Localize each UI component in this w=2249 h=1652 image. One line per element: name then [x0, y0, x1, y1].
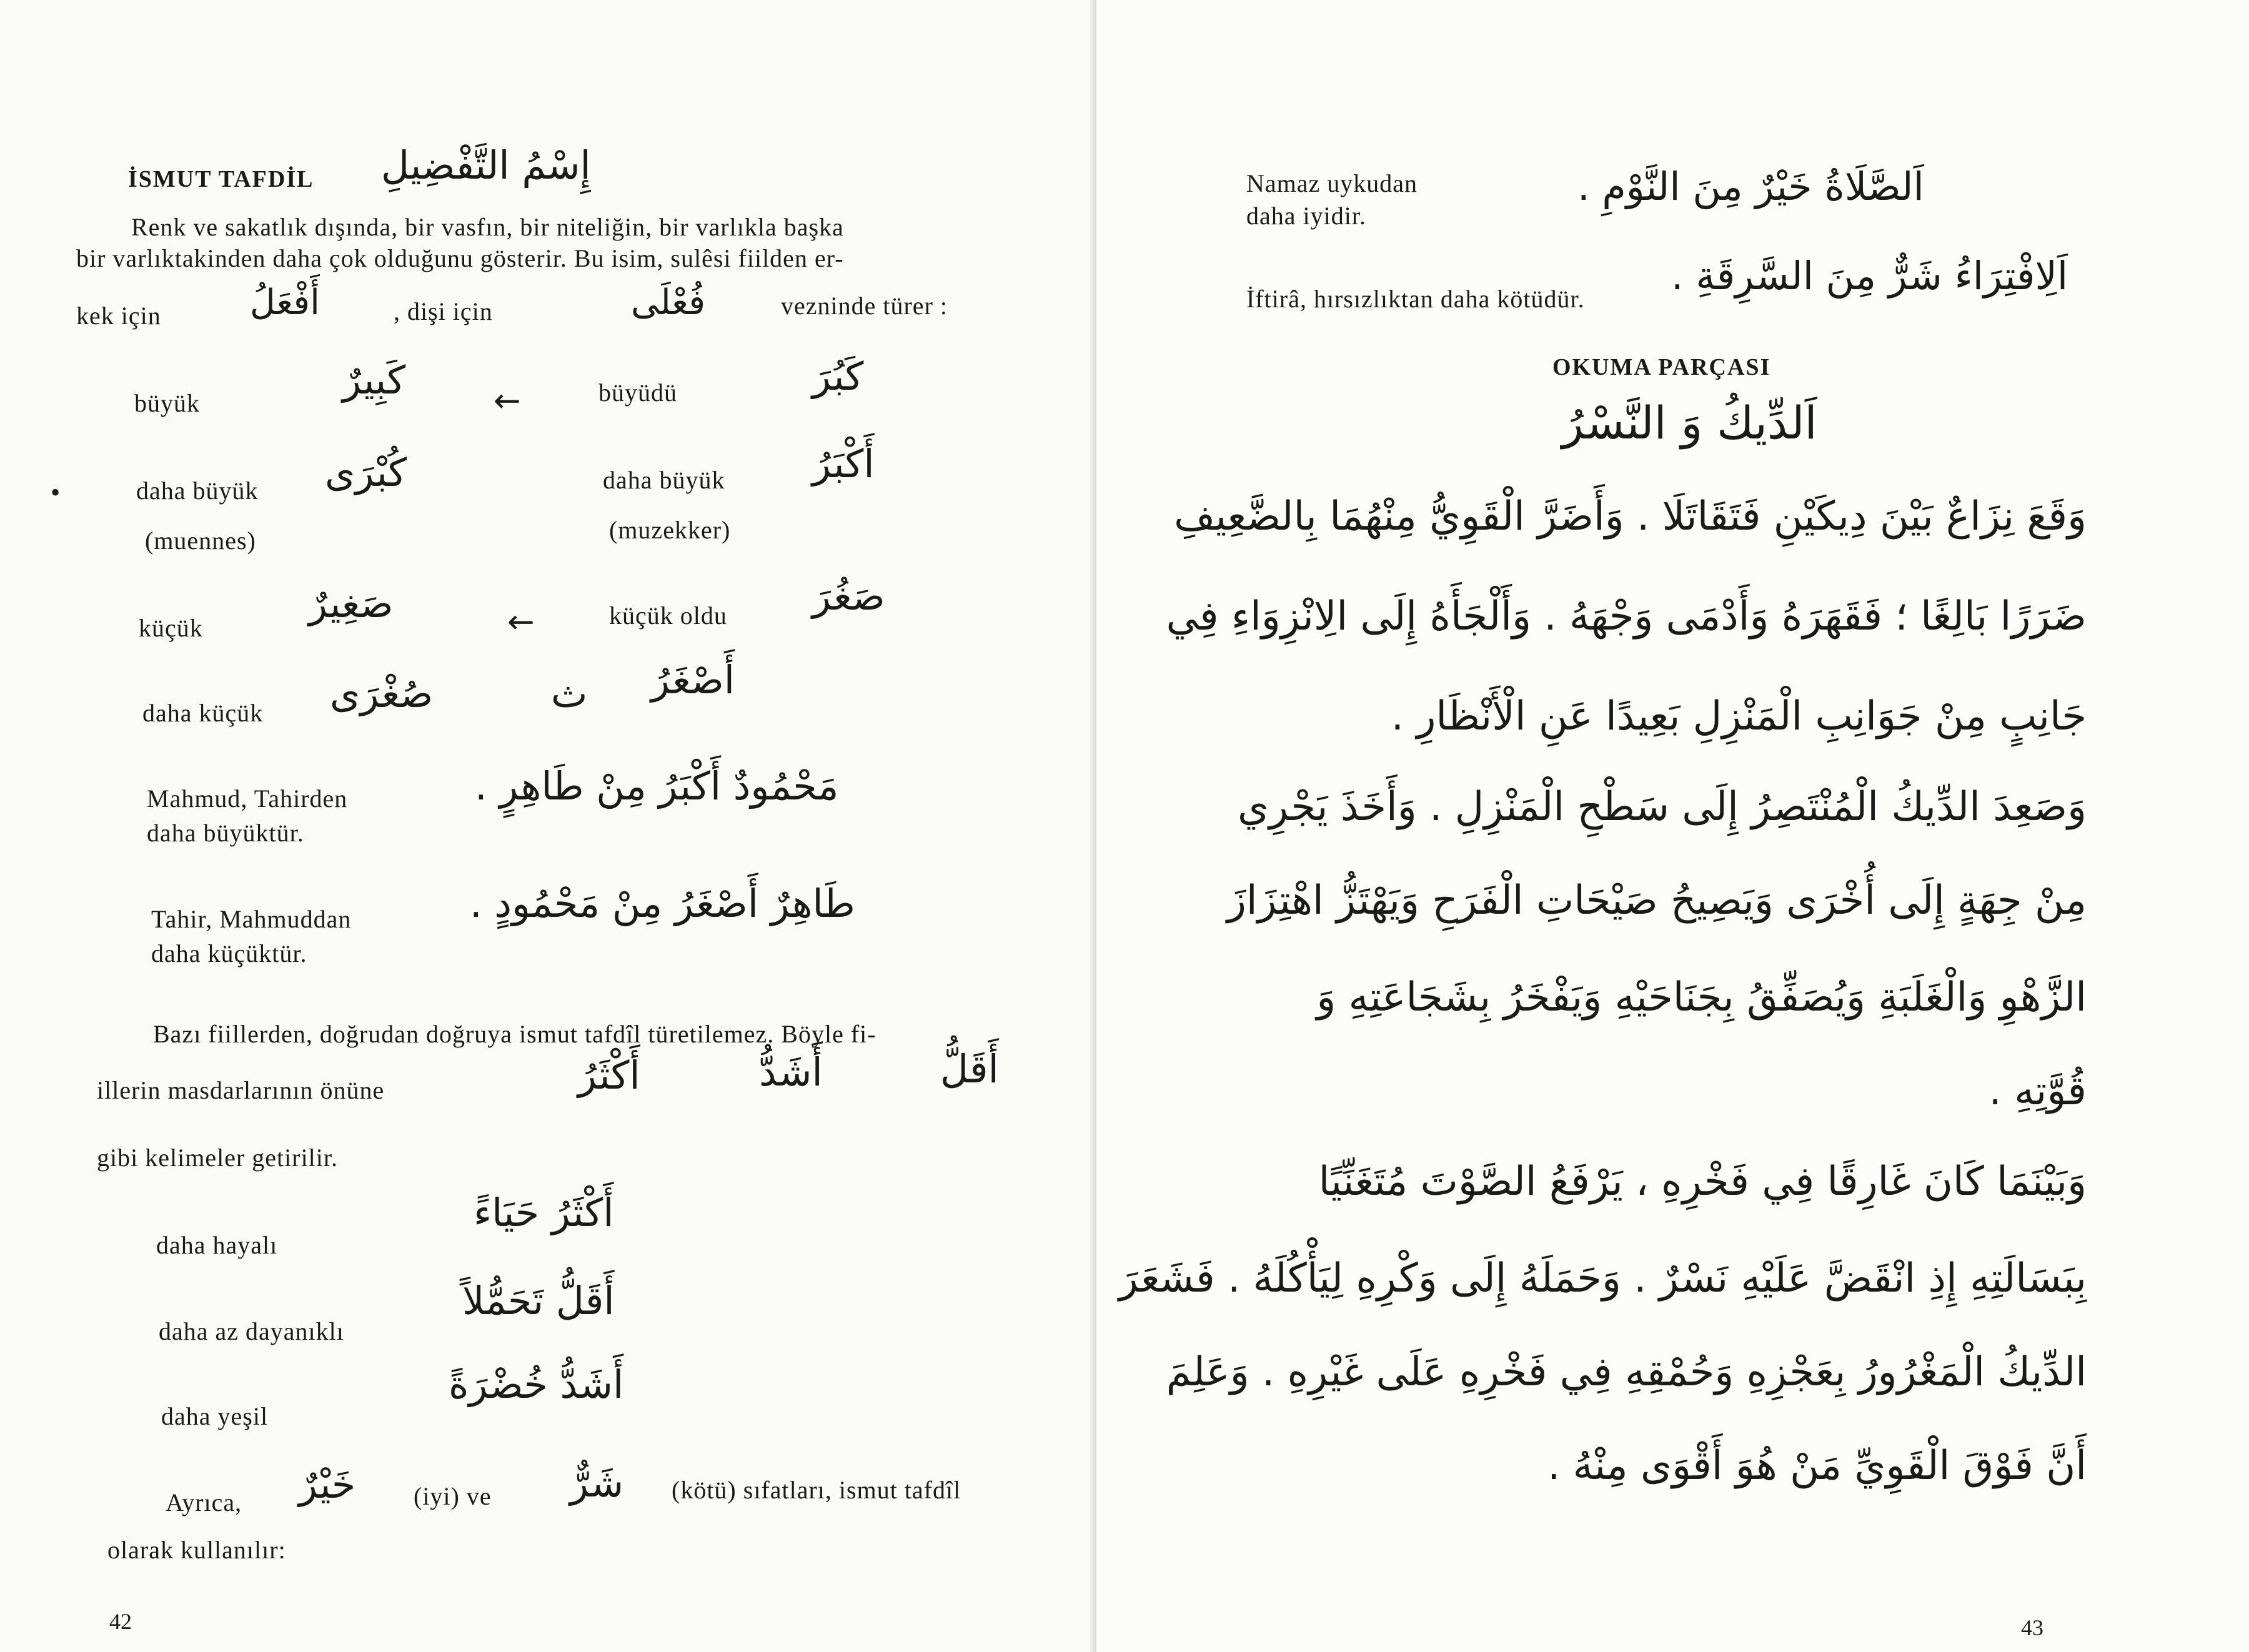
word-ashaddu: أَشَدُّ: [759, 1049, 823, 1095]
para2-line-1: Bazı fiillerden, doğrudan doğruya ismut tafdîl türetilemez. Böyle fi-: [153, 1020, 876, 1048]
phrase-3-arabic: أَشَدُّ خُضْرَةً: [449, 1362, 624, 1407]
story-line-3: جَانِبٍ مِنْ جَوَانِبِ الْمَنْزِلِ بَعِيدًا عَنِ الْأَنْظَارِ .: [1391, 693, 2087, 739]
example-namaz-line-1: Namaz uykudan: [1246, 169, 1418, 197]
intro-line-1: Renk ve sakatlık dışında, bir vasfın, bir niteliğin, bir varlıkla başka: [131, 213, 844, 241]
final-b: (iyi) ve: [414, 1482, 492, 1510]
story-line-5: مِنْ جِهَةٍ إِلَى أُخْرَى وَيَصِيحُ صَيْحَاتِ الْفَرَحِ وَيَهْتَزُّ اهْتِزَازَ: [1226, 878, 2087, 924]
stray-dot: •: [49, 481, 62, 507]
example-iftira-turkish: İftirâ, hırsızlıktan daha kötüdür.: [1246, 285, 1585, 313]
arabic-asghar: أَصْغَرُ: [651, 657, 735, 703]
word-khayr: خَيْرٌ: [299, 1462, 356, 1507]
intro-line-3-a: kek için: [76, 302, 161, 330]
section-title-latin: İSMUT TAFDİL: [128, 166, 314, 192]
story-line-6: الزَّهْوِ وَالْغَلَبَةِ وَيُصَفِّقُ بِجَنَاحَيْهِ وَيَفْخَرُ بِشَجَاعَتِهِ وَ: [1316, 974, 2087, 1021]
section-title-arabic: إِسْمُ التَّفْضِيلِ: [381, 142, 591, 188]
word-daha-kucuk: daha küçük: [142, 699, 264, 727]
left-page: [0, 0, 1096, 1652]
arabic-kabura: كَبُرَ: [812, 354, 864, 399]
story-title: اَلدِّيكُ وَ النَّسْرُ: [1562, 397, 1817, 449]
story-line-9: بِبَسَالَتِهِ إِذِ انْقَضَّ عَلَيْهِ نَسْرٌ . وَحَمَلَهُ إِلَى وَكْرِهِ لِيَأْكُلَهُ . فَشَعَرَ: [1118, 1255, 2087, 1302]
final-line-2: olarak kullanılır:: [107, 1536, 286, 1564]
reading-heading: OKUMA PARÇASI: [1552, 354, 1771, 380]
phrase-1-arabic: أَكْثَرُ حَيَاءً: [474, 1190, 614, 1235]
story-line-10: الدِّيكُ الْمَغْرُورُ بِعَجْزِهِ وَحُمْقِهِ فِي فَخْرِهِ عَلَى غَيْرِهِ . وَعَلِمَ: [1166, 1349, 2087, 1395]
intro-line-3-b: , dişi için: [394, 297, 493, 325]
arabic-kubra: كُبْرَى: [325, 450, 407, 495]
example-2-line-1: Tahir, Mahmuddan: [151, 905, 352, 933]
word-buyuk: büyük: [134, 389, 200, 417]
final-a: Ayrıca,: [166, 1488, 242, 1516]
example-1-arabic: مَحْمُودٌ أَكْبَرُ مِنْ طَاهِرٍ .: [475, 763, 839, 809]
example-iftira-arabic: اَلِافْتِرَاءُ شَرٌّ مِنَ السَّرِقَةِ .: [1671, 253, 2068, 299]
word-daha-buyuk-2: daha büyük: [603, 466, 725, 494]
arabic-sughra: صُغْرَى: [330, 671, 434, 716]
word-kucuk: küçük: [139, 614, 203, 642]
example-1-line-1: Mahmud, Tahirden: [147, 784, 348, 813]
page-number-right: 43: [2021, 1615, 2043, 1640]
phrase-1-turkish: daha hayalı: [156, 1231, 278, 1259]
note-muennes: (muennes): [145, 527, 256, 555]
example-namaz-arabic: اَلصَّلَاةُ خَيْرٌ مِنَ النَّوْمِ .: [1577, 164, 1924, 209]
af-al-pattern: أَفْعَلُ: [250, 282, 320, 323]
word-aqallu: أَقَلُّ: [940, 1046, 999, 1092]
story-line-4: وَصَعِدَ الدِّيكُ الْمُنْتَصِرُ إِلَى سَطْحِ الْمَنْزِلِ . وَأَخَذَ يَجْرِي: [1238, 784, 2087, 830]
phrase-2-turkish: daha az dayanıklı: [159, 1317, 344, 1345]
example-1-line-2: daha büyüktür.: [147, 819, 304, 847]
arabic-saghir: صَغِيرٌ: [309, 581, 394, 626]
word-sharr: شَرٌّ: [570, 1460, 624, 1506]
story-line-7: قُوَّتِهِ .: [1988, 1068, 2087, 1114]
word-aktharu: أَكْثَرُ: [578, 1052, 640, 1098]
story-line-2: ضَرَرًا بَالِغًا ؛ فَقَهَرَهُ وَأَدْمَى وَجْهَهُ . وَأَلْجَأَهُ إِلَى الِانْزِوَاءِ فِي: [1166, 593, 2087, 640]
arabic-tha: ث: [551, 671, 588, 716]
story-line-1: وَقَعَ نِزَاعٌ بَيْنَ دِيكَيْنِ فَتَقَاتَلَا . وَأَضَرَّ الْقَوِيُّ مِنْهُمَا بِالضَّعِيفِ: [1174, 493, 2087, 540]
story-line-8: وَبَيْنَمَا كَانَ غَارِقًا فِي فَخْرِهِ ، يَرْفَعُ الصَّوْتَ مُتَغَنِّيًا: [1318, 1159, 2087, 1205]
phrase-3-turkish: daha yeşil: [161, 1402, 269, 1430]
intro-line-3-c: vezninde türer :: [781, 292, 948, 320]
arrow-left-icon: ←: [494, 382, 521, 420]
para2-line-3: gibi kelimeler getirilir.: [97, 1144, 339, 1172]
right-page: [1096, 0, 2249, 1652]
example-namaz-line-2: daha iyidir.: [1246, 202, 1366, 230]
note-muzekker: (muzekker): [609, 516, 731, 544]
word-buyudu: büyüdü: [598, 378, 677, 407]
arrow-left-icon-2: ←: [507, 603, 535, 641]
example-2-line-2: daha küçüktür.: [151, 939, 307, 967]
example-2-arabic: طَاهِرٌ أَصْغَرُ مِنْ مَحْمُودٍ .: [470, 881, 855, 926]
phrase-2-arabic: أَقَلُّ تَحَمُّلاً: [462, 1278, 615, 1323]
arabic-akbar: أَكْبَرُ: [812, 441, 875, 487]
intro-line-2: bir varlıktakinden daha çok olduğunu gösterir. Bu isim, sulêsi fiilden er-: [76, 244, 844, 272]
fu-la-pattern: فُعْلَى: [631, 282, 705, 323]
page-number-left: 42: [109, 1609, 132, 1634]
word-kucuk-oldu: küçük oldu: [609, 601, 727, 630]
final-c: (kötü) sıfatları, ismut tafdîl: [672, 1476, 961, 1504]
arabic-kabir: كَبِيرٌ: [342, 357, 406, 403]
word-daha-buyuk: daha büyük: [136, 477, 259, 505]
arabic-saghura: صَغُرَ: [812, 573, 885, 619]
para2-line-2: illerin masdarlarının önüne: [97, 1076, 385, 1104]
story-line-11: أَنَّ فَوْقَ الْقَوِيِّ مَنْ هُوَ أَقْوَى مِنْهُ .: [1547, 1443, 2087, 1489]
